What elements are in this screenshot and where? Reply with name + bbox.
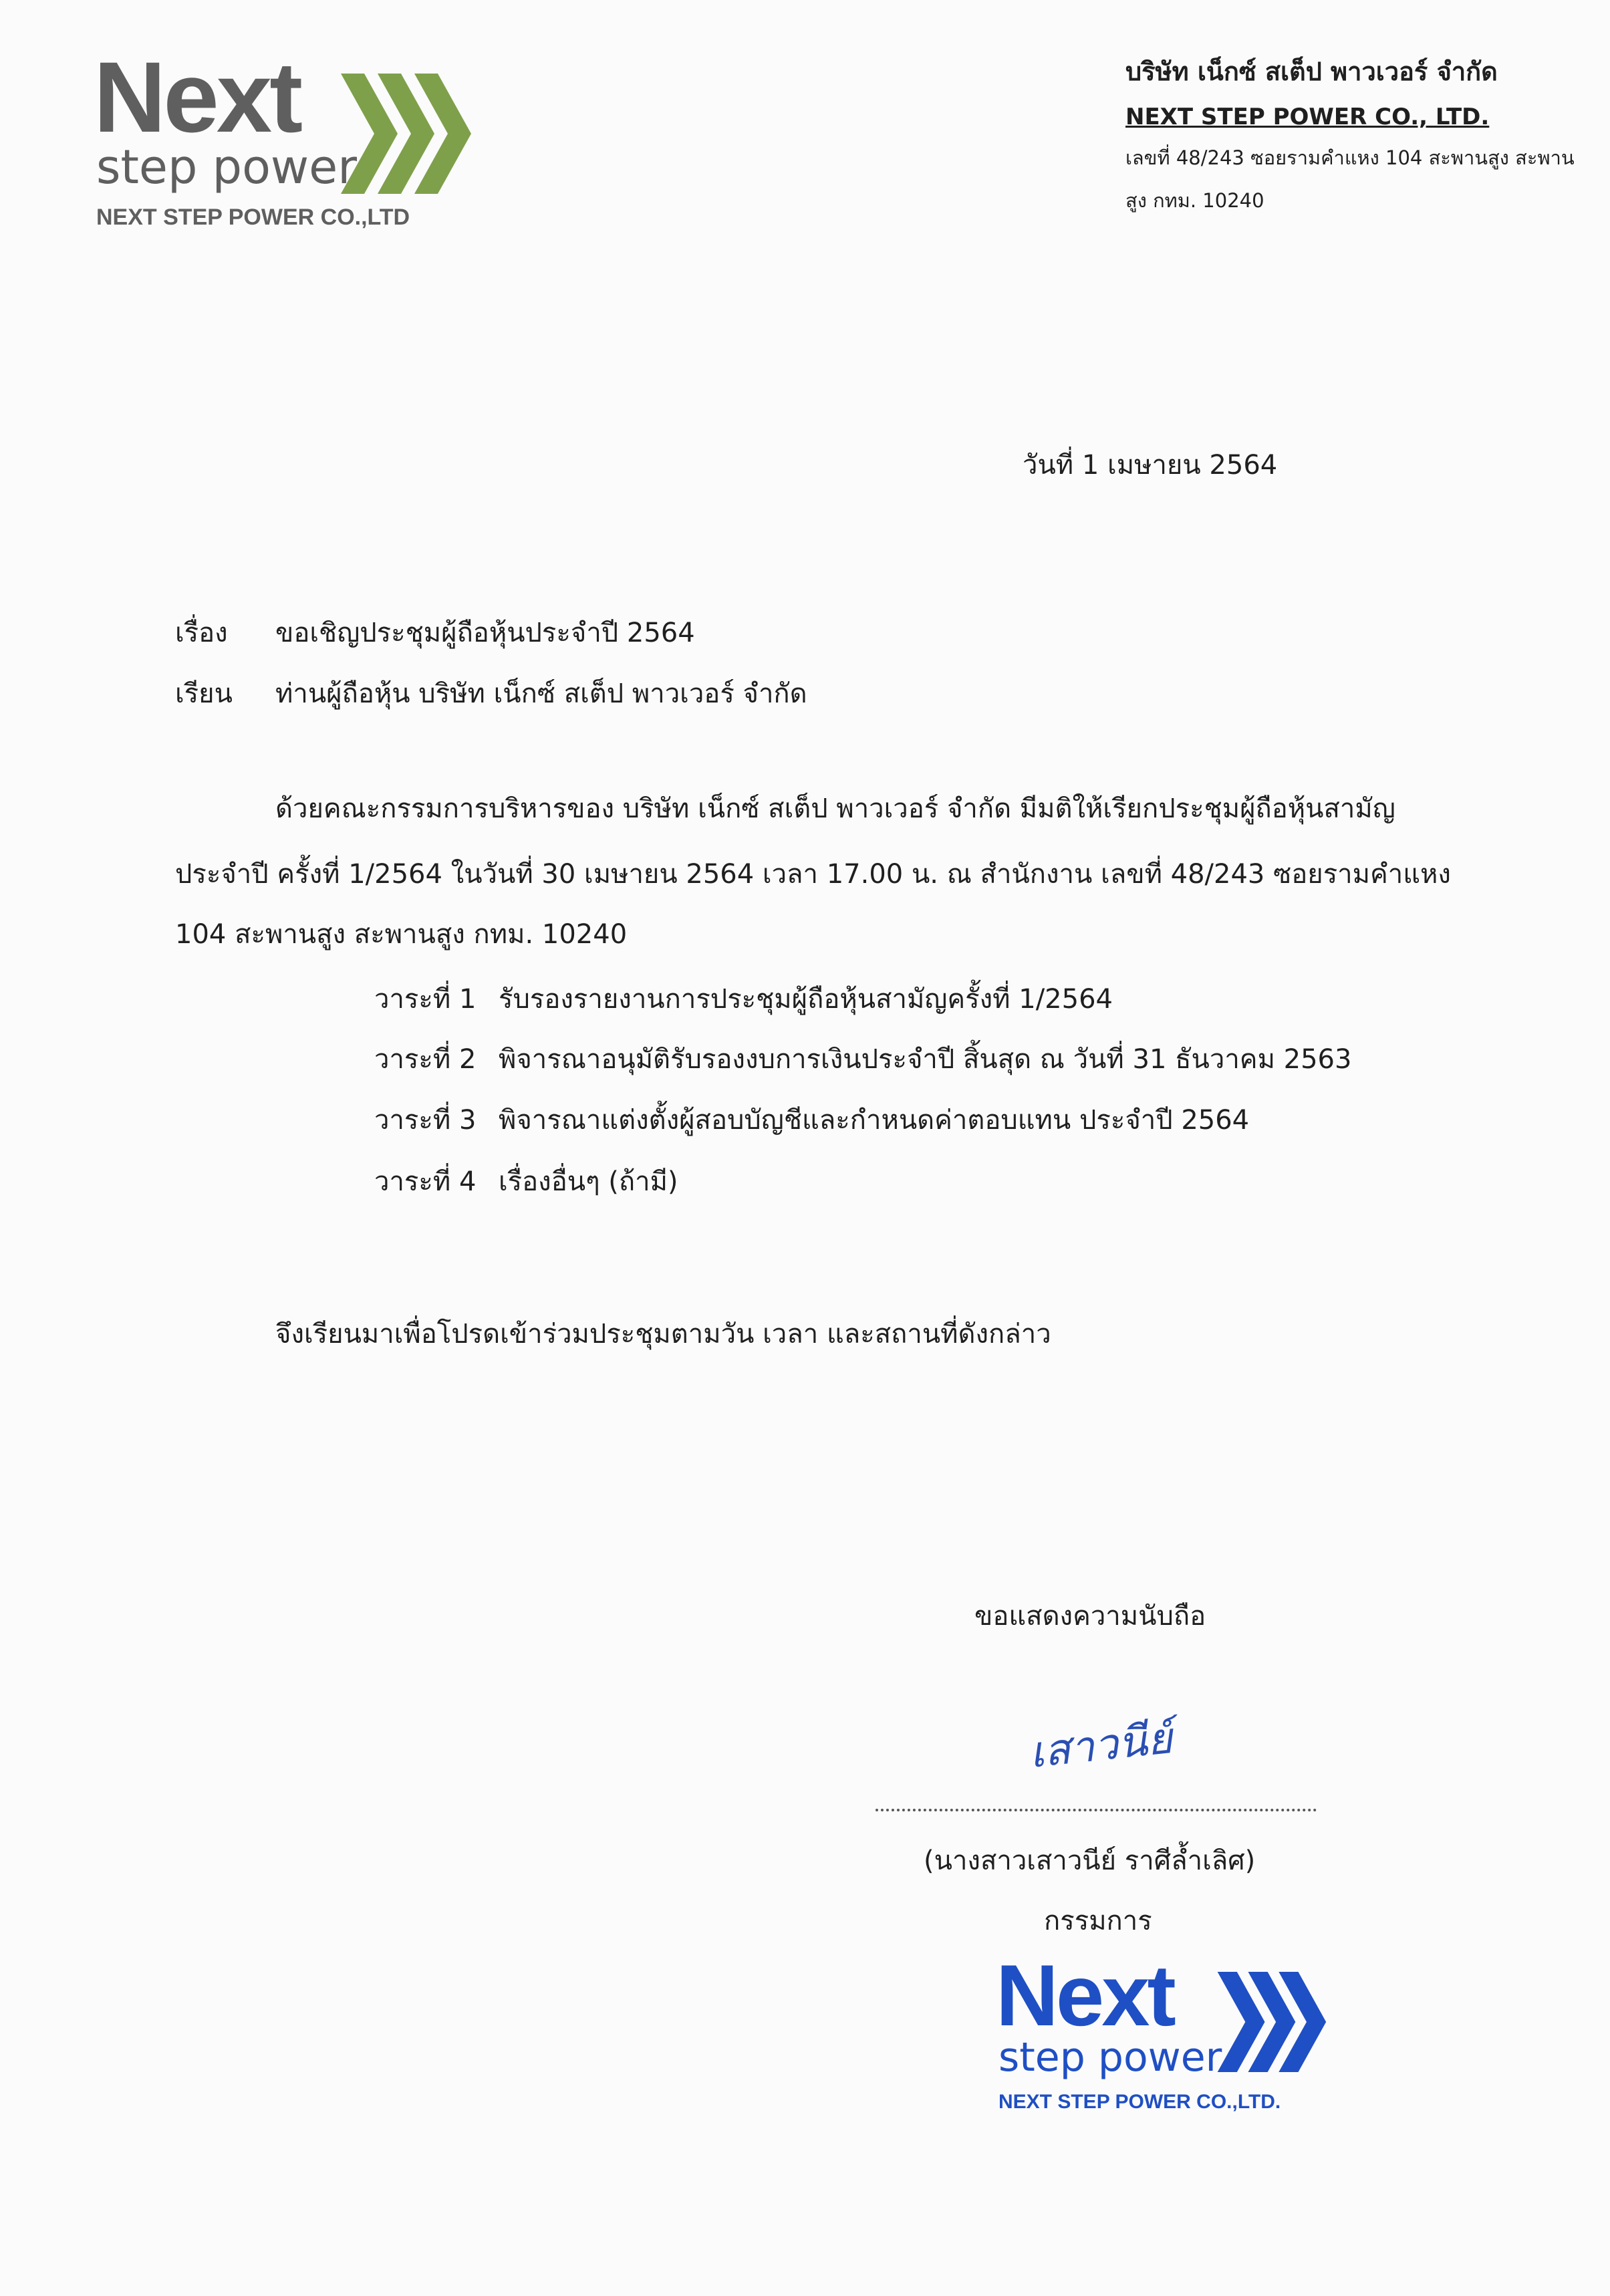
agenda-label: วาระที่ 1 (374, 984, 477, 1015)
company-name-th: บริษัท เน็กซ์ สเต็ป พาวเวอร์ จำกัด (1125, 57, 1498, 86)
logo-tagline: step power (96, 140, 358, 195)
company-stamp (996, 1946, 1370, 2113)
agenda-text: พิจารณาอนุมัติรับรองงบการเงินประจำปี สิ้นสุด ณ วันที่ 31 ธันวาคม 2563 (499, 1044, 1352, 1075)
logo-wordmark: Next (94, 41, 301, 153)
handwritten-signature: เสาวนีย์ (1027, 1714, 1175, 1778)
regards-text: ขอแสดงความนับถือ (974, 1601, 1206, 1632)
to-text: ท่านผู้ถือหุ้น บริษัท เน็กซ์ สเต็ป พาวเวอร์ จำกัด (275, 678, 807, 709)
body-line-1: ด้วยคณะกรรมการบริหารของ บริษัท เน็กซ์ สเต็ป พาวเวอร์ จำกัด มีมติให้เรียกประชุมผู้ถือหุ้นสามัญ (275, 793, 1395, 824)
to-label: เรียน (175, 678, 233, 709)
stamp-company: NEXT STEP POWER CO.,LTD. (998, 2091, 1281, 2113)
agenda-text: รับรองรายงานการประชุมผู้ถือหุ้นสามัญครั้งที่ 1/2564 (499, 984, 1113, 1015)
subject-text: ขอเชิญประชุมผู้ถือหุ้นประจำปี 2564 (275, 618, 695, 648)
signatory-title: กรรมการ (1044, 1906, 1152, 1936)
body-line-3: 104 สะพานสูง สะพานสูง กทม. 10240 (175, 919, 628, 950)
stamp-tagline: step power (998, 2034, 1222, 2081)
company-address-line2: สูง กทม. 10240 (1125, 189, 1264, 212)
subject-label: เรื่อง (175, 618, 228, 648)
logo-company: NEXT STEP POWER CO.,LTD (96, 205, 410, 230)
stamp-chevrons-icon (1216, 1972, 1330, 2072)
signature-line (876, 1809, 1317, 1811)
agenda-label: วาระที่ 4 (374, 1166, 477, 1197)
body-line-2: ประจำปี ครั้งที่ 1/2564 ในวันที่ 30 เมษายน 2564 เวลา 17.00 น. ณ สำนักงาน เลขที่ 48/243 ซอยรามคำแหง (175, 859, 1451, 890)
company-logo (94, 41, 468, 247)
chevrons-icon (341, 74, 475, 194)
agenda-text: เรื่องอื่นๆ (ถ้ามี) (499, 1166, 678, 1197)
agenda-text: พิจารณาแต่งตั้งผู้สอบบัญชีและกำหนดค่าตอบแทน ประจำปี 2564 (499, 1105, 1250, 1136)
agenda-label: วาระที่ 3 (374, 1105, 477, 1136)
closing-text: จึงเรียนมาเพื่อโปรดเข้าร่วมประชุมตามวัน เวลา และสถานที่ดังกล่าว (275, 1319, 1051, 1350)
stamp-wordmark: Next (996, 1946, 1174, 2044)
agenda-label: วาระที่ 2 (374, 1044, 477, 1075)
company-name-en: NEXT STEP POWER CO., LTD. (1125, 104, 1490, 130)
company-address-line1: เลขที่ 48/243 ซอยรามคำแหง 104 สะพานสูง สะพาน (1125, 146, 1575, 169)
signatory-name: (นางสาวเสาวนีย์ ราศีล้ำเลิศ) (924, 1845, 1256, 1876)
letter-date: วันที่ 1 เมษายน 2564 (1023, 450, 1278, 481)
